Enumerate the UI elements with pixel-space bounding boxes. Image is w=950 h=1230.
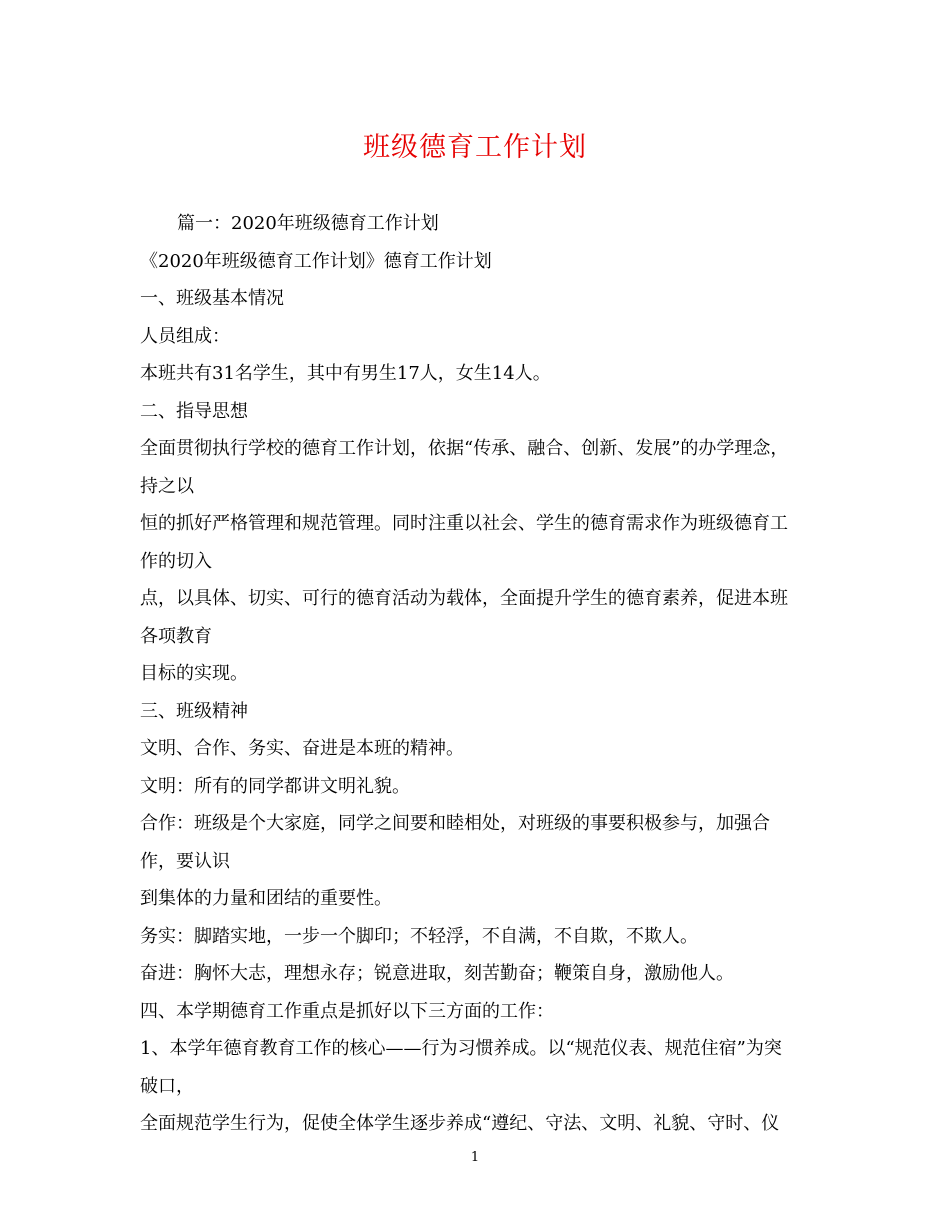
section-heading: 三、班级精神	[140, 700, 248, 722]
paragraph-line: 作，要认识	[140, 850, 230, 872]
paragraph-line: 奋进：胸怀大志，理想永存；锐意进取，刻苦勤奋；鞭策自身，激励他人。	[140, 963, 734, 984]
document-body	[140, 205, 820, 1143]
paragraph-line: 目标的实现。	[140, 663, 248, 684]
paragraph-line: 文明：所有的同学都讲文明礼貌。	[140, 775, 410, 797]
paragraph-line: 全面贯彻执行学校的德育工作计划，依据“传承、融合、创新、发展”的办学理念，	[140, 438, 789, 459]
paragraph-line: 各项教育	[140, 625, 212, 647]
paragraph-line: 到集体的力量和团结的重要性。	[140, 888, 392, 909]
paragraph-line: 《2020年班级德育工作计划》德育工作计划	[140, 250, 492, 272]
page-number: 1	[470, 1150, 480, 1165]
paragraph-line: 文明、合作、务实、奋进是本班的精神。	[140, 738, 464, 759]
paragraph-line: 人员组成：	[140, 325, 230, 347]
paragraph-line: 合作：班级是个大家庭，同学之间要和睦相处，对班级的事要积极参与，加强合	[140, 813, 770, 834]
document-title: 班级德育工作计划	[363, 132, 587, 163]
paragraph-line: 全面规范学生行为，促使全体学生逐步养成“遵纪、守法、文明、礼貌、守时、仪	[140, 1113, 780, 1134]
paragraph-line: 点，以具体、切实、可行的德育活动为载体，全面提升学生的德育素养，促进本班	[140, 588, 788, 609]
paragraph-line: 务实：脚踏实地，一步一个脚印；不轻浮，不自满，不自欺，不欺人。	[140, 925, 698, 947]
paragraph-line: 作的切入	[140, 550, 212, 572]
paragraph-line: 本班共有31名学生，其中有男生17人，女生14人。	[140, 363, 551, 384]
paragraph-line: 持之以	[140, 475, 194, 497]
section-heading: 一、班级基本情况	[140, 288, 284, 309]
paragraph-line: 恒的抓好严格管理和规范管理。同时注重以社会、学生的德育需求作为班级德育工	[140, 513, 788, 534]
paragraph-line: 篇一：2020年班级德育工作计划	[177, 213, 439, 234]
section-heading: 四、本学期德育工作重点是抓好以下三方面的工作：	[140, 1000, 554, 1022]
paragraph-line: 破口，	[140, 1075, 194, 1097]
paragraph-line: 1、本学年德育教育工作的核心——行为习惯养成。以“规范仪表、规范住宿”为突	[140, 1038, 782, 1059]
section-heading: 二、指导思想	[140, 400, 248, 422]
